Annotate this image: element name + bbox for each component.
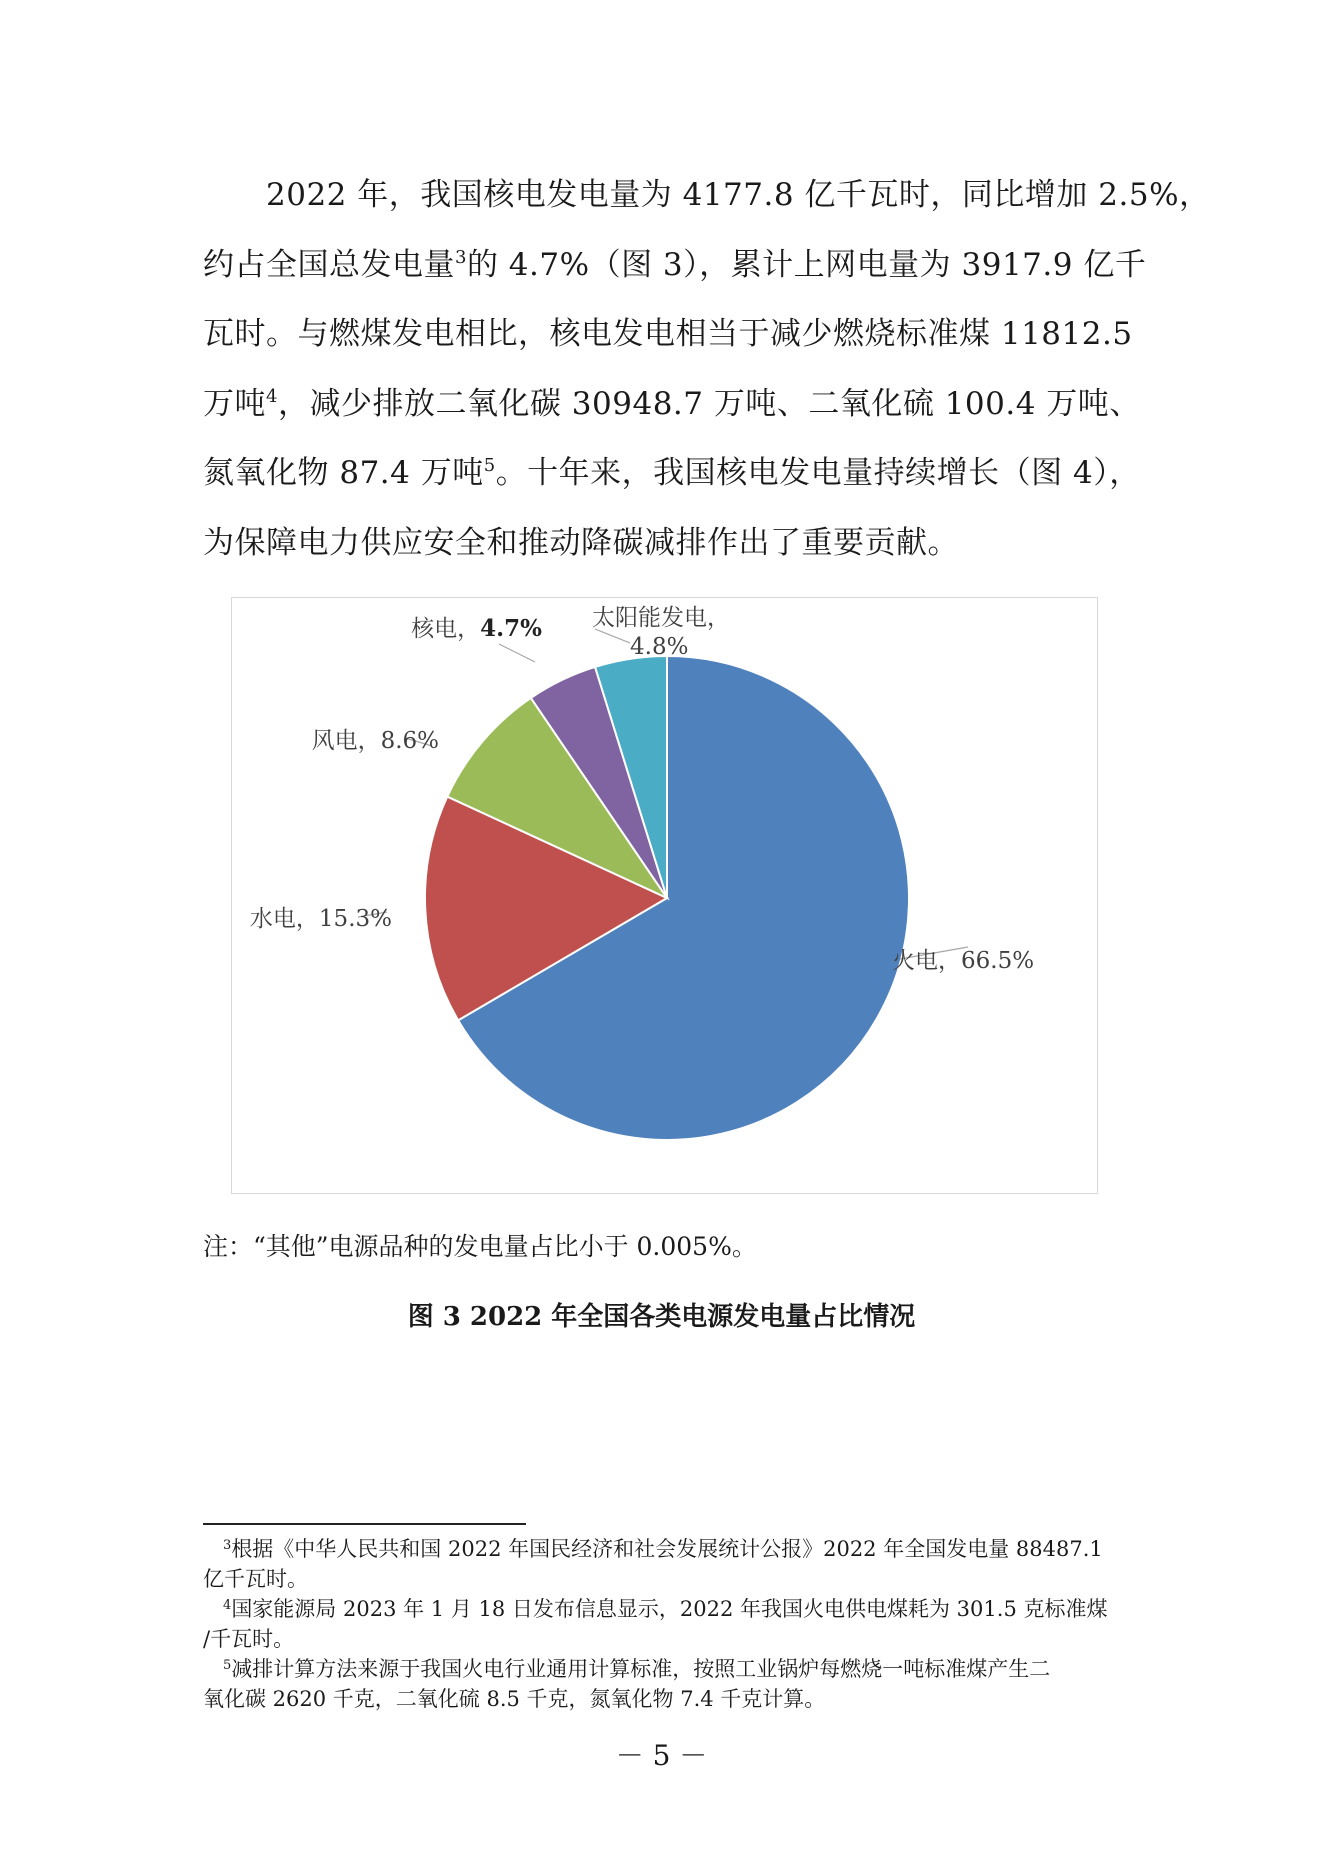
footnote-5 — [203, 1654, 1138, 1714]
text-run: 万吨 — [203, 385, 266, 422]
data-label: 太阳能发电， 4.8% — [592, 605, 730, 660]
paragraph-line — [203, 231, 1147, 301]
body-paragraph — [203, 161, 1211, 579]
footnote-line: 亿千瓦时。 — [203, 1567, 308, 1591]
footnote-mark: 4 — [223, 1598, 232, 1613]
footnote-line — [203, 1534, 1138, 1564]
footnote-3 — [203, 1534, 1138, 1594]
text-run: 约占全国总发电量 — [203, 246, 455, 283]
footnote-ref[interactable]: 3 — [455, 246, 467, 268]
data-label: 火电，66.5% — [892, 948, 1035, 974]
data-label: 核电，4.7% — [411, 615, 542, 642]
footnote-line: 氧化碳 2620 千克，二氧化硫 8.5 千克，氮氧化物 7.4 千克计算。 — [203, 1687, 826, 1711]
footnote-text: 国家能源局 2023 年 1 月 18 日发布信息显示，2022 年我国火电供电煤耗为 301.5 克标准煤 — [231, 1597, 1108, 1621]
footnote-text: 减排计算方法来源于我国火电行业通用计算标准，按照工业锅炉每燃烧一吨标准煤产生二 — [231, 1657, 1051, 1681]
footnotes — [203, 1534, 1138, 1714]
text-run: 的 4.7%（图 3），累计上网电量为 3917.9 亿千 — [466, 246, 1147, 283]
footnote-4 — [203, 1594, 1138, 1654]
footnote-line — [203, 1654, 1138, 1684]
paragraph-line: 2022 年，我国核电发电量为 4177.8 亿千瓦时，同比增加 2.5%， — [266, 177, 1211, 213]
footnote-line — [203, 1594, 1138, 1624]
paragraph-line — [203, 370, 1141, 440]
figure-caption: 图 3 2022 年全国各类电源发电量占比情况 — [407, 1302, 916, 1332]
footnote-ref[interactable]: 5 — [483, 455, 496, 477]
footnote-separator — [203, 1523, 526, 1525]
data-label: 风电，8.6% — [311, 728, 439, 754]
footnote-ref[interactable]: 4 — [266, 385, 278, 407]
text-run: 氮氧化物 87.4 万吨 — [203, 455, 484, 492]
page-number: － 5 － — [615, 1739, 708, 1772]
footnote-text: 根据《中华人民共和国 2022 年国民经济和社会发展统计公报》2022 年全国发电量 88487.1 — [231, 1537, 1103, 1561]
text-run: 。十年来，我国核电发电量持续增长（图 4）， — [495, 455, 1141, 492]
leader-line — [499, 644, 535, 662]
paragraph-line — [203, 439, 1141, 509]
text-run: ，减少排放二氧化碳 30948.7 万吨、二氧化硫 100.4 万吨、 — [277, 385, 1141, 422]
leader-line — [595, 629, 630, 643]
paragraph-line: 为保障电力供应安全和推动降碳减排作出了重要贡献。 — [203, 524, 959, 561]
data-label: 水电，15.3% — [249, 906, 392, 932]
paragraph-line: 瓦时。与燃煤发电相比，核电发电相当于减少燃烧标准煤 11812.5 — [203, 316, 1133, 353]
footnote-mark: 5 — [223, 1658, 232, 1673]
pie-chart-frame — [231, 597, 1098, 1194]
footnote-mark: 3 — [223, 1538, 232, 1553]
footnote-line: /千瓦时。 — [203, 1627, 295, 1651]
pie-chart — [232, 598, 1096, 1192]
chart-note: 注：“其他”电源品种的发电量占比小于 0.005%。 — [203, 1232, 757, 1261]
